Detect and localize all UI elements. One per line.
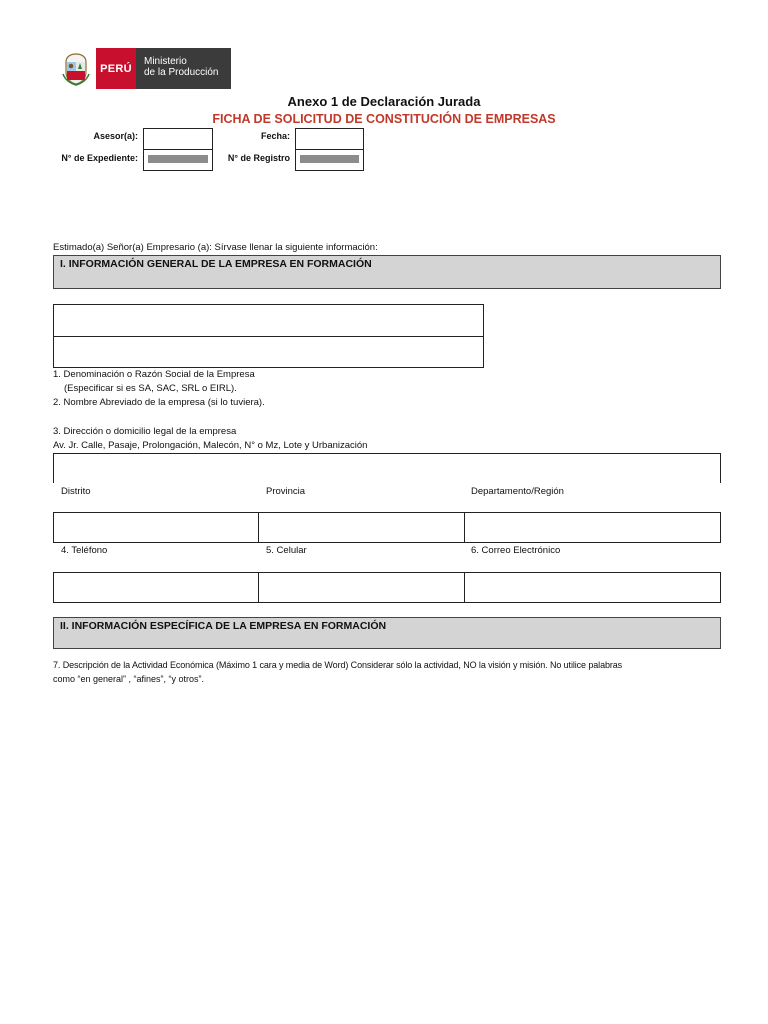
fecha-label: Fecha: <box>260 131 290 141</box>
expediente-field[interactable] <box>143 149 213 171</box>
activity-description-line1: 7. Descripción de la Actividad Económica (Máximo 1 cara y media de Word) Considerar sólo la actividad, NO la visión y misión. No utilice palabras <box>53 660 623 670</box>
activity-description <box>53 658 721 686</box>
telefono-label: 4. Teléfono <box>61 545 108 556</box>
logo-ministry-line1: Ministerio <box>144 56 187 67</box>
telefono-field[interactable] <box>53 572 259 603</box>
departamento-field[interactable] <box>464 512 721 543</box>
provincia-field[interactable] <box>258 512 465 543</box>
section-1-header: I. INFORMACIÓN GENERAL DE LA EMPRESA EN FORMACIÓN <box>53 255 721 289</box>
note-razon-social: 1. Denominación o Razón Social de la Empresa <box>53 369 255 380</box>
section-2-header: II. INFORMACIÓN ESPECÍFICA DE LA EMPRESA EN FORMACIÓN <box>53 617 721 649</box>
razon-social-field[interactable] <box>53 304 484 337</box>
address-field[interactable] <box>53 453 721 483</box>
registro-field[interactable] <box>295 149 364 171</box>
logo-ministry-line2: de la Producción <box>144 67 219 78</box>
registro-redacted <box>300 155 359 163</box>
provincia-label: Provincia <box>266 486 306 497</box>
address-title: 3. Dirección o domicilio legal de la empresa <box>53 426 237 437</box>
document-title: Anexo 1 de Declaración Jurada <box>287 94 481 109</box>
celular-label: 5. Celular <box>266 545 307 556</box>
ministry-logo <box>56 48 231 89</box>
intro-text: Estimado(a) Señor(a) Empresario (a): Sírvase llenar la siguiente información: <box>53 242 378 253</box>
coat-of-arms-icon <box>56 48 96 89</box>
correo-label: 6. Correo Electrónico <box>471 545 561 556</box>
note-razon-social-detail: (Especificar si es SA, SAC, SRL o EIRL). <box>64 383 237 394</box>
expediente-redacted <box>148 155 208 163</box>
asesor-label: Asesor(a): <box>93 131 138 141</box>
distrito-field[interactable] <box>53 512 259 543</box>
logo-ministry-label <box>136 48 231 89</box>
activity-description-line2: como “en general” , “afines”, “y otros”. <box>53 674 205 684</box>
note-nombre-abreviado: 2. Nombre Abreviado de la empresa (si lo tuviera). <box>53 397 265 408</box>
distrito-label: Distrito <box>61 486 91 497</box>
correo-field[interactable] <box>464 572 721 603</box>
expediente-label: N° de Expediente: <box>61 153 138 163</box>
fecha-field[interactable] <box>295 128 364 150</box>
celular-field[interactable] <box>258 572 465 603</box>
document-subtitle: FICHA DE SOLICITUD DE CONSTITUCIÓN DE EMPRESAS <box>212 112 556 126</box>
logo-country-label: PERÚ <box>96 48 136 89</box>
asesor-field[interactable] <box>143 128 213 150</box>
registro-label: N° de Registro <box>227 153 290 163</box>
nombre-abreviado-field[interactable] <box>53 336 484 368</box>
address-hint: Av. Jr. Calle, Pasaje, Prolongación, Malecón, N° o Mz, Lote y Urbanización <box>53 440 368 451</box>
departamento-label: Departamento/Región <box>471 486 564 497</box>
